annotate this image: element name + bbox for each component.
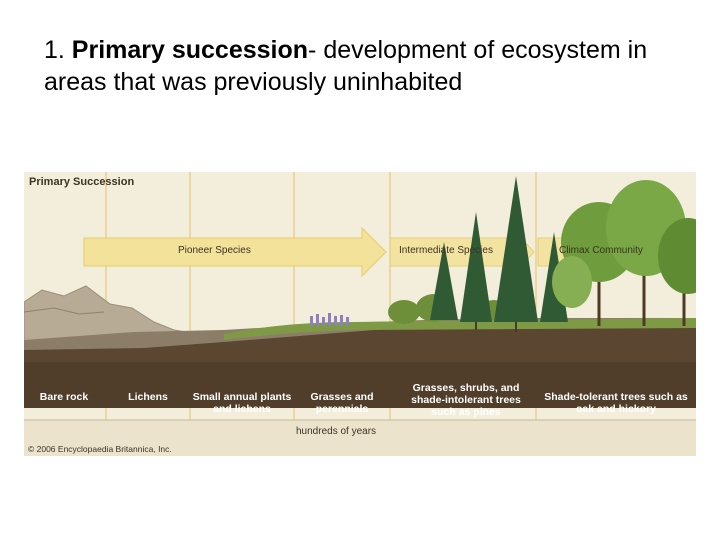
stage-grasses-perennials: Grasses and perennials bbox=[310, 391, 374, 415]
slide-title bbox=[44, 34, 704, 98]
stage-small-annual-plants: Small annual plants and lichens bbox=[192, 391, 292, 415]
title-prefix: 1. bbox=[44, 36, 72, 64]
title-rest: - development of ecosystem in areas that was previously uninhabited bbox=[44, 36, 648, 96]
stage-lichens: Lichens bbox=[128, 391, 168, 403]
climax-community-label: Climax Community bbox=[559, 245, 643, 256]
figure-title: Primary Succession bbox=[29, 176, 135, 188]
stage-bare-rock: Bare rock bbox=[39, 391, 89, 403]
pioneer-species-label: Pioneer Species bbox=[178, 245, 251, 256]
time-axis-label: hundreds of years bbox=[296, 426, 377, 437]
succession-diagram bbox=[24, 172, 696, 456]
stage-oak-hickory: Shade-tolerant trees such as oak and hickory bbox=[544, 391, 688, 415]
copyright-text: © 2006 Encyclopaedia Britannica, Inc. bbox=[28, 444, 172, 454]
stage-pines: Grasses, shrubs, and shade-intolerant trees such as pines bbox=[411, 382, 521, 418]
title-bold: Primary succession bbox=[71, 36, 309, 64]
intermediate-species-label: Intermediate Species bbox=[399, 245, 493, 256]
